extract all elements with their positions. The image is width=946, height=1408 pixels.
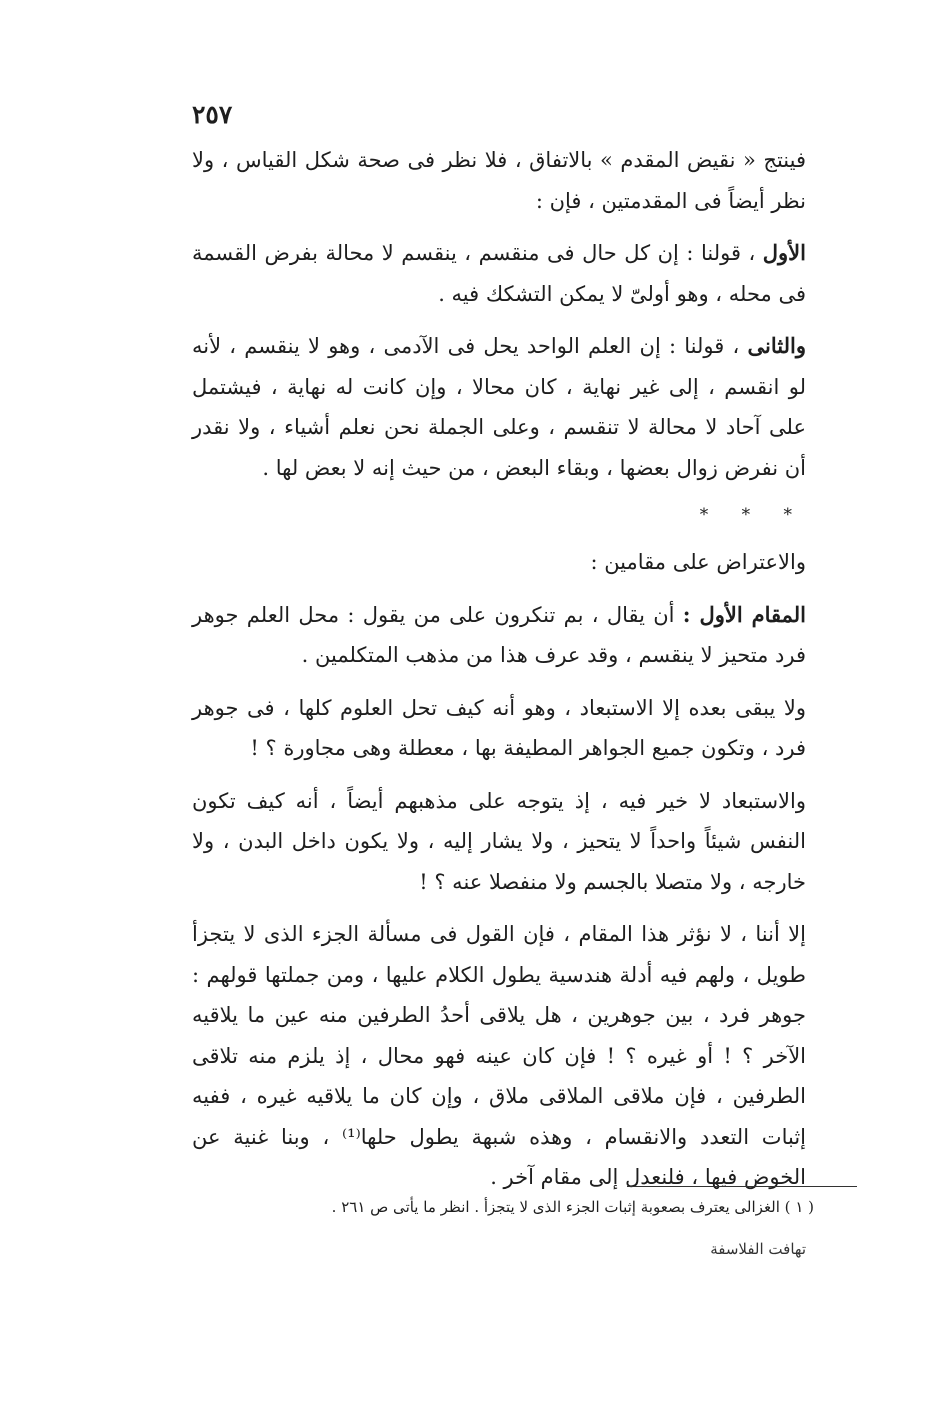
section-separator: * * * bbox=[699, 505, 806, 525]
main-text bbox=[192, 140, 806, 1210]
footnote: ( ١ ) الغزالى يعترف بصعوبة إثبات الجزء الذى لا يتجزأ . انظر ما يأتى ص ٢٦١ . bbox=[331, 1198, 814, 1216]
paragraph bbox=[192, 326, 806, 488]
book-title-footer: تهافت الفلاسفة bbox=[710, 1240, 806, 1258]
page-number: ٢٥٧ bbox=[192, 100, 233, 129]
paragraph-lead: الأول bbox=[762, 240, 806, 265]
paragraph-lead: المقام الأول : bbox=[682, 601, 806, 627]
paragraph-text: والاستبعاد لا خير فيه ، إذ يتوجه على مذهبهم أيضاً ، أنه كيف تكون النفس شيئاً واحداً لا يتحيز ، ولا يشار إليه ، ولا يكون داخل البدن ، ولا خارجه ، ولا متصلا بالجسم ولا منفصلا عنه ؟ ! bbox=[192, 788, 806, 894]
paragraph-text: فينتج « نقيض المقدم » بالاتفاق ، فلا نظر فى صحة شكل القياس ، ولا نظر أيضاً فى المقدمتين ، فإن : bbox=[192, 148, 806, 213]
paragraph bbox=[192, 781, 806, 903]
paragraph bbox=[192, 233, 806, 314]
paragraph-text: والاعتراض على مقامين : bbox=[590, 550, 806, 574]
paragraph bbox=[192, 595, 806, 676]
paragraph-text: ولا يبقى بعده إلا الاستبعاد ، وهو أنه كيف تحل العلوم كلها ، فى جوهر فرد ، وتكون جميع الجواهر المطيفة بها ، معطلة وهى مجاورة ؟ ! bbox=[192, 695, 806, 760]
paragraph-text: ، قولنا : إن كل حال فى منقسم ، ينقسم لا محالة بفرض القسمة فى محله ، وهو أولىّ لا يمكن التشكك فيه . bbox=[192, 241, 806, 306]
paragraph bbox=[192, 688, 806, 769]
footnote-divider bbox=[627, 1186, 857, 1187]
paragraph bbox=[192, 914, 806, 1198]
paragraph-text: أن يقال ، بم تنكرون على من يقول : محل العلم جوهر فرد متحيز لا ينقسم ، وقد عرف هذا من مذهب المتكلمين . bbox=[192, 602, 806, 667]
paragraph-lead: والثانى bbox=[747, 333, 806, 358]
paragraph bbox=[192, 140, 806, 221]
paragraph-text: ، قولنا : إن العلم الواحد يحل فى الآدمى ، وهو لا ينقسم ، لأنه لو انقسم ، إلى غير نهاية ، كان محالا ، وإن كانت له نهاية ، فيشتمل على آحاد لا محالة لا تنقسم ، وعلى الجملة نحن نعلم أشياء ، ولا نقدر أن نفرض زوال بعضها ، وبقاء البعض ، من حيث إنه لا بعض لها . bbox=[192, 334, 806, 480]
paragraph-text: إلا أننا ، لا نؤثر هذا المقام ، فإن القول فى مسألة الجزء الذى لا يتجزأ طويل ، ولهم فيه أدلة هندسية يطول الكلام عليها ، ومن جملتها قولهم : جوهر فرد ، بين جوهرين ، هل يلاقى أحدُ الطرفين منه عين ما يلاقيه الآخر ؟ ! أو غيره ؟ ! فإن كان عينه فهو محال ، إذ يلزم منه تلاقى الطرفين ، فإن ملاقى الملاقى ملاق ، وإن كان ما يلاقيه غيره ، ففيه إثبات التعدد والانقسام ، وهذه شبهة يطول حلها⁽¹⁾ ، وبنا غنية عن الخوض فيها ، فلنعدل إلى مقام آخر . bbox=[192, 922, 806, 1189]
paragraph bbox=[192, 542, 806, 583]
